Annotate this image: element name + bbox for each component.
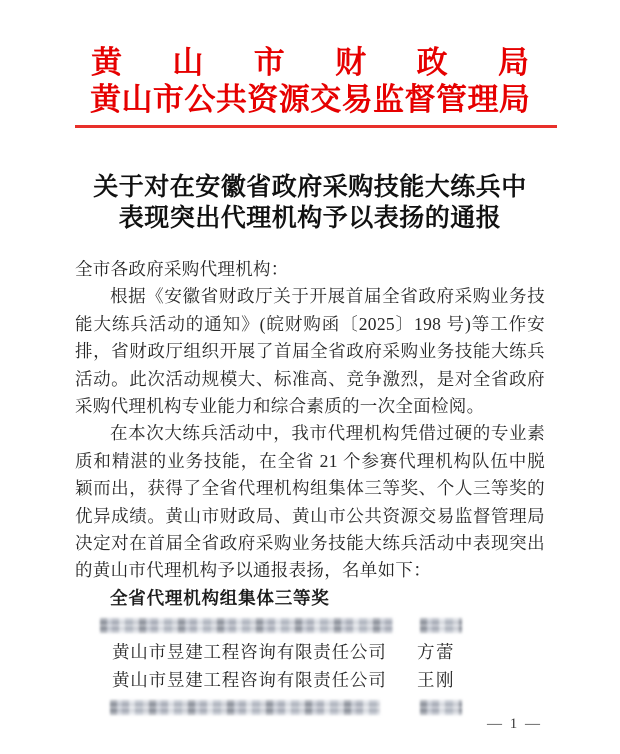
title-line-2: 表现突出代理机构予以表扬的通报 <box>118 205 502 232</box>
person-name: 方蕾 <box>417 642 455 663</box>
page-number: — 1 — <box>487 716 542 732</box>
redacted-person-block <box>420 700 462 715</box>
person-name: 王刚 <box>417 669 455 690</box>
award-row-2 <box>75 667 545 694</box>
document-header <box>75 45 545 128</box>
award-row-1 <box>75 639 545 666</box>
salutation: 全市各政府采购代理机构： <box>75 259 289 279</box>
title-line-1: 关于对在安徽省政府采购技能大练兵中 <box>93 174 527 201</box>
org-name-line-1: 黄 山 市 财 政 局 <box>91 45 529 80</box>
org-name-line-2: 黄 山 市 公 共 资 源 交 易 监 督 管 理 局 <box>90 82 530 117</box>
paragraph-2: 在本次大练兵活动中，我市代理机构凭借过硬的专业素质和精湛的业务技能，在全省 21 个参赛代理机构队伍中脱颖而出，获得了全省代理机构组集体三等奖、个人三等奖的优异成绩。黄山市财政局、黄山市公共资源交易监督管理局决定对在首届全省政府采购业务技能大练兵活动中表现突出的黄山市代理机构予以通报表扬，名单如下： <box>75 423 545 581</box>
company-name: 黄山市昱建工程咨询有限责任公司 <box>112 642 387 663</box>
redacted-person-block <box>420 618 462 633</box>
award-row-redacted-2 <box>75 694 545 721</box>
award-section-heading: 全省代理机构组集体三等奖 <box>110 587 330 608</box>
redacted-company-block <box>110 700 380 715</box>
paragraph-1: 根据《安徽省财政厅关于开展首届全省政府采购业务技能大练兵活动的通知》(皖财购函〔2025〕198 号)等工作安排，省财政厅组织开展了首届全省政府采购业务技能大练兵活动。此次活动规模大、标准高、竞争激烈，是对全省政府采购代理机构专业能力和综合素质的一次全面检阅。 <box>75 286 545 417</box>
redacted-company-block <box>100 618 393 633</box>
document-body <box>75 256 545 721</box>
header-divider <box>75 125 557 128</box>
company-name: 黄山市昱建工程咨询有限责任公司 <box>112 669 387 690</box>
award-list <box>75 612 545 721</box>
document-title <box>75 172 545 234</box>
award-row-redacted-1 <box>75 612 545 639</box>
